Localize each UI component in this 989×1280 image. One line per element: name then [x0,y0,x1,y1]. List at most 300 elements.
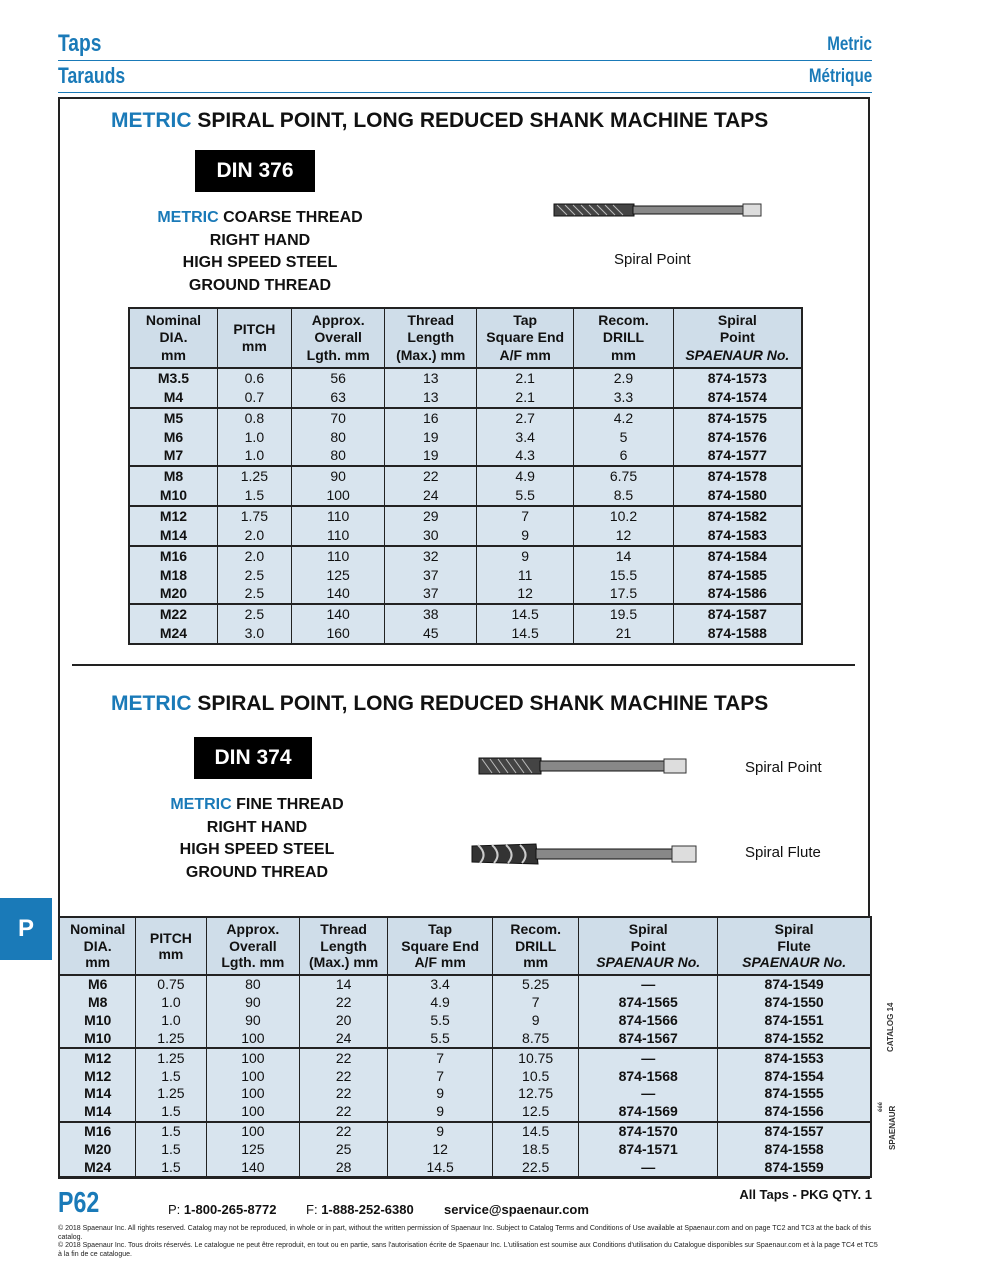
table-cell: 1.5 [136,1067,206,1085]
table-cell: M12 [59,1067,136,1085]
table-cell: 25 [300,1141,388,1159]
table-cell: M6 [129,429,217,447]
table-cell: M22 [129,604,217,625]
column-header-line: DIA. [83,937,112,954]
section-divider [72,664,855,666]
table-row [59,1048,871,1067]
header-rule-bottom [58,92,872,93]
table-cell: 2.5 [217,585,291,604]
table-row [129,466,802,487]
table-cell: M4 [129,389,217,408]
din374-table [58,916,872,1178]
table-row [59,1122,871,1141]
section1-spec-ground: GROUND THREAD [188,276,332,294]
table-cell: 7 [388,1067,493,1085]
column-header [579,917,718,975]
column-header-line: Square End [401,937,479,954]
column-header-line: (Max.) mm [309,954,379,971]
fax-label: F: [306,1202,318,1217]
column-header-line: Approx. [226,921,280,938]
table-cell: M20 [129,585,217,604]
table-cell: 6.75 [574,466,673,487]
table-cell: 100 [206,1085,300,1103]
spiral-point-tap-image-1 [553,199,765,221]
section2-spec-steel: HIGH SPEED STEEL [179,841,335,859]
table-cell: 874-1570 [579,1122,718,1141]
table-row [59,994,871,1012]
table-cell: M16 [129,546,217,567]
table-cell: 1.5 [217,487,291,506]
table-row [129,567,802,585]
table-cell: 110 [291,527,385,546]
section2-spec-metric: METRIC [170,796,232,813]
table-cell: 37 [385,567,477,585]
table-cell: 160 [291,625,385,644]
table-cell: 874-1553 [718,1048,871,1067]
section1-spec-metric: METRIC [157,209,219,226]
table-row [59,1103,871,1122]
section1-title-metric: METRIC [111,109,192,132]
table-cell: 80 [291,429,385,447]
table-cell: M10 [59,1012,136,1030]
phone-line [168,1202,276,1217]
table-cell: 874-1587 [673,604,802,625]
table-row [59,975,871,994]
column-header-line: Spiral [628,921,668,938]
section1-title [111,109,768,133]
table-cell: 2.0 [217,546,291,567]
table-row [129,447,802,466]
table-cell: 874-1551 [718,1012,871,1030]
table-cell: — [579,975,718,994]
table-cell: M16 [59,1122,136,1141]
table-cell: 19 [385,429,477,447]
table-cell: 874-1578 [673,466,802,487]
table-cell: 1.25 [136,1048,206,1067]
column-header-line: SPAENAUR No. [685,346,790,363]
column-header [300,917,388,975]
table-cell: 12.5 [493,1103,579,1122]
table-cell: 874-1559 [718,1159,871,1178]
fax-line [306,1202,414,1217]
column-header [206,917,300,975]
table-cell: M10 [129,487,217,506]
table-cell: 90 [206,1012,300,1030]
legal-french: © 2018 Spaenaur Inc. Tous droits réservés. Le catalogue ne peut être reproduit, en tout ou en partie, sans l'autorisation écrite de Spaenaur Inc. L'utilisation est soumise aux Conditions d'utilisation du Catalogue disponibles sur Spaenaur.com et à la page TC4 et TC5 à la fin de ce catalogue. [58,1242,878,1258]
table-cell: 1.0 [136,994,206,1012]
column-header-line: Point [719,329,755,346]
spaenaur-side-logo: SPAENAUR [888,1105,897,1150]
header-metric: Metric [827,34,872,55]
page-number: P62 [58,1187,100,1219]
table-cell: 28 [300,1159,388,1178]
table-row [129,408,802,429]
section2-title-metric: METRIC [111,692,192,715]
table-cell: — [579,1085,718,1103]
table-cell: M24 [59,1159,136,1178]
table-cell: 12 [476,585,573,604]
table-cell: 2.7 [476,408,573,429]
column-header [136,917,206,975]
column-header-line: mm [161,346,186,363]
table-cell: M18 [129,567,217,585]
column-header-line: Length [407,329,455,346]
table-row [59,1067,871,1085]
column-header [129,308,217,368]
table-cell: 1.0 [217,429,291,447]
table-cell: 10.5 [493,1067,579,1085]
table-cell: 125 [206,1141,300,1159]
column-header-line: Thread [320,921,367,938]
column-header-line: DRILL [515,937,557,954]
table-cell: 8.75 [493,1030,579,1049]
table-cell: 12.75 [493,1085,579,1103]
table-cell: 110 [291,546,385,567]
table-cell: 3.4 [476,429,573,447]
column-header [673,308,802,368]
column-header-line: mm [241,338,267,354]
table-cell: 70 [291,408,385,429]
table-cell: 874-1582 [673,506,802,527]
table-cell: 11 [476,567,573,585]
table-cell: 2.1 [476,368,573,389]
table-cell: 80 [206,975,300,994]
header-metrique: Métrique [808,66,872,87]
table-cell: 20 [300,1012,388,1030]
column-header-line: A/F mm [414,954,466,971]
spaenaur-side-mark: ééé [878,1101,884,1112]
table-cell: M20 [59,1141,136,1159]
table-cell: 24 [300,1030,388,1049]
column-header [574,308,673,368]
table-cell: 22 [300,994,388,1012]
table-cell: 14 [300,975,388,994]
column-header [476,308,573,368]
table-cell: 2.1 [476,389,573,408]
table-cell: 8.5 [574,487,673,506]
table-cell: 22.5 [493,1159,579,1178]
table-row [129,506,802,527]
din-376-badge: DIN 376 [195,150,315,192]
table-cell: 125 [291,567,385,585]
table-cell: 4.2 [574,408,673,429]
table-cell: 5.5 [388,1030,493,1049]
table-cell: 2.5 [217,604,291,625]
section1-spec-thread: COARSE THREAD [223,209,363,226]
section2-spec-ground: GROUND THREAD [185,863,329,881]
column-header-line: Tap [513,311,538,328]
column-header [388,917,493,975]
table-cell: 874-1554 [718,1067,871,1085]
table-cell: 12 [388,1141,493,1159]
spiral-flute-tap-image [470,841,700,867]
section2-spec-thread: FINE THREAD [236,796,344,813]
table-cell: 6 [574,447,673,466]
table-cell: M5 [129,408,217,429]
column-header-line: Thread [407,311,455,328]
table-cell: 1.75 [217,506,291,527]
column-header-line: Overall [314,329,362,346]
table-row [59,1030,871,1049]
column-header-line: Lgth. mm [221,954,285,971]
table-cell: 19 [385,447,477,466]
table-cell: 38 [385,604,477,625]
table-cell: 874-1585 [673,567,802,585]
section-tab-p[interactable]: P [0,898,52,960]
table-cell: 1.25 [217,466,291,487]
column-header-line: Nominal [70,921,126,938]
table-row [129,527,802,546]
header-rule-top [58,60,872,61]
table-cell: M12 [129,506,217,527]
table-cell: 21 [574,625,673,644]
table-cell: 4.9 [476,466,573,487]
column-header-line: Overall [229,937,277,954]
column-header-line: SPAENAUR No. [596,954,701,971]
table-cell: 1.25 [136,1085,206,1103]
table-cell: 140 [291,585,385,604]
table-cell: 1.0 [136,1012,206,1030]
table-cell: 30 [385,527,477,546]
table-cell: 1.5 [136,1103,206,1122]
table-cell: 3.0 [217,625,291,644]
table-cell: M7 [129,447,217,466]
table-cell: 12 [574,527,673,546]
table-cell: 874-1584 [673,546,802,567]
column-header [493,917,579,975]
section1-spec-steel: HIGH SPEED STEEL [182,254,338,272]
column-header-line: Square End [486,329,565,346]
table-cell: 874-1576 [673,429,802,447]
column-header-line: PITCH [233,320,276,337]
table-cell: M12 [59,1048,136,1067]
column-header [291,308,385,368]
table-cell: 90 [291,466,385,487]
table-cell: 100 [291,487,385,506]
table-cell: 874-1571 [579,1141,718,1159]
table-cell: 14.5 [476,604,573,625]
table-cell: 100 [206,1048,300,1067]
table-row [129,487,802,506]
table-cell: 0.6 [217,368,291,389]
table-cell: 1.5 [136,1122,206,1141]
table-cell: 2.0 [217,527,291,546]
section2-spec-hand: RIGHT HAND [206,818,308,836]
table-cell: 5.25 [493,975,579,994]
table-cell: 874-1549 [718,975,871,994]
din376-table [128,307,803,645]
table-cell: 874-1577 [673,447,802,466]
table-cell: 22 [300,1103,388,1122]
table-cell: 140 [291,604,385,625]
section2-caption-flute: Spiral Flute [745,844,821,861]
column-header-line: mm [523,954,549,971]
table-cell: 22 [300,1067,388,1085]
table-cell: 1.25 [136,1030,206,1049]
table-cell: 10.75 [493,1048,579,1067]
table-cell: M24 [129,625,217,644]
column-header-line: DIA. [159,329,188,346]
section1-spec-hand: RIGHT HAND [209,231,311,249]
table-cell: 1.0 [217,447,291,466]
column-header-line: mm [611,346,636,363]
column-header-line: mm [85,954,111,971]
table-cell: 17.5 [574,585,673,604]
table-cell: 1.5 [136,1141,206,1159]
table-cell: 90 [206,994,300,1012]
section2-title [111,692,768,716]
table-cell: 140 [206,1159,300,1178]
column-header-line: Length [320,937,367,954]
table-row [129,389,802,408]
table-cell: 14 [574,546,673,567]
table-cell: M10 [59,1030,136,1049]
table-cell: 5 [574,429,673,447]
table-cell: 874-1566 [579,1012,718,1030]
table-cell: 32 [385,546,477,567]
column-header-line: Spiral [717,311,757,328]
table-cell: 2.5 [217,567,291,585]
phone-number[interactable]: 1-800-265-8772 [183,1202,277,1217]
table-cell: 9 [476,527,573,546]
table-cell: 100 [206,1067,300,1085]
table-cell: 0.75 [136,975,206,994]
table-cell: 24 [385,487,477,506]
column-header-line: Flute [777,937,811,954]
column-header-line: Point [630,937,666,954]
table-cell: 22 [300,1085,388,1103]
table-cell: 4.3 [476,447,573,466]
table-cell: 110 [291,506,385,527]
column-header-line: SPAENAUR No. [742,954,847,971]
table-cell: M6 [59,975,136,994]
table-cell: 5.5 [388,1012,493,1030]
table-cell: — [579,1048,718,1067]
section2-title-text: SPIRAL POINT, LONG REDUCED SHANK MACHINE TAPS [197,692,769,715]
table-cell: 0.8 [217,408,291,429]
column-header-line: Spiral [774,921,814,938]
table-cell: 874-1588 [673,625,802,644]
column-header-line: PITCH [149,929,192,946]
table-cell: 874-1580 [673,487,802,506]
table-cell: 100 [206,1030,300,1049]
spiral-point-tap-image-2 [478,754,690,778]
column-header-line: A/F mm [499,346,551,363]
table-cell: 874-1567 [579,1030,718,1049]
table-cell: 874-1557 [718,1122,871,1141]
table-cell: 100 [206,1103,300,1122]
column-header-line: mm [158,946,184,962]
table-cell: 3.4 [388,975,493,994]
legal-notice [58,1225,878,1259]
table-cell: M8 [59,994,136,1012]
legal-english: © 2018 Spaenaur Inc. All rights reserved. Catalog may not be reproduced, in whole or in part, without the written permission of Spaenaur Inc. Subject to Catalog Terms and Conditions of Use available at Spaenaur.com and on page TC2 and TC3 at the back of this catalog. [58,1225,871,1241]
table-cell: M8 [129,466,217,487]
table-cell: 18.5 [493,1141,579,1159]
column-header-line: DRILL [602,329,645,346]
section2-specs [127,794,387,884]
column-header-line: Lgth. mm [306,346,370,363]
column-header-line: Recom. [598,311,649,328]
pkg-qty-note: All Taps - PKG QTY. 1 [739,1187,872,1202]
table-cell: 19.5 [574,604,673,625]
table-row [129,368,802,389]
table-cell: 9 [476,546,573,567]
table-cell: 14.5 [388,1159,493,1178]
table-cell: 874-1558 [718,1141,871,1159]
column-header-line: Approx. [311,311,365,328]
table-row [129,585,802,604]
header-taps: Taps [58,30,102,57]
table-cell: 22 [300,1122,388,1141]
table-cell: 45 [385,625,477,644]
header-tarauds: Tarauds [58,63,126,88]
table-cell: 7 [476,506,573,527]
table-cell: 56 [291,368,385,389]
column-header [718,917,871,975]
table-cell: 874-1569 [579,1103,718,1122]
column-header-line: (Max.) mm [396,346,466,363]
table-cell: 874-1550 [718,994,871,1012]
table-cell: 874-1555 [718,1085,871,1103]
table-cell: 10.2 [574,506,673,527]
table-cell: 9 [388,1122,493,1141]
table-cell: 874-1574 [673,389,802,408]
table-cell: 14.5 [493,1122,579,1141]
email-link[interactable]: service@spaenaur.com [444,1202,589,1217]
table-cell: 7 [493,994,579,1012]
table-cell: 9 [388,1085,493,1103]
table-cell: 874-1583 [673,527,802,546]
table-cell: 1.5 [136,1159,206,1178]
section1-title-text: SPIRAL POINT, LONG REDUCED SHANK MACHINE TAPS [197,109,769,132]
column-header [217,308,291,368]
table-cell: M14 [129,527,217,546]
section1-specs [130,207,390,297]
section2-caption-point: Spiral Point [745,759,822,776]
table-row [59,1012,871,1030]
table-row [59,1159,871,1178]
column-header-line: Nominal [145,311,202,328]
table-cell: M14 [59,1103,136,1122]
table-cell: 100 [206,1122,300,1141]
table-cell: 7 [388,1048,493,1067]
table-cell: 63 [291,389,385,408]
table-cell: M3.5 [129,368,217,389]
table-row [59,1141,871,1159]
table-row [59,1085,871,1103]
table-cell: 22 [300,1048,388,1067]
table-cell: 874-1552 [718,1030,871,1049]
table-row [129,429,802,447]
table-cell: 29 [385,506,477,527]
table-cell: 37 [385,585,477,604]
table-cell: 874-1573 [673,368,802,389]
table-cell: 9 [493,1012,579,1030]
table-cell: 3.3 [574,389,673,408]
table-cell: 874-1565 [579,994,718,1012]
table-cell: 22 [385,466,477,487]
table-cell: 13 [385,368,477,389]
table-row [129,625,802,644]
table-cell: — [579,1159,718,1178]
table-cell: 13 [385,389,477,408]
din-374-badge: DIN 374 [194,737,312,779]
table-cell: 5.5 [476,487,573,506]
table-cell: 9 [388,1103,493,1122]
table-cell: 15.5 [574,567,673,585]
table-cell: 16 [385,408,477,429]
